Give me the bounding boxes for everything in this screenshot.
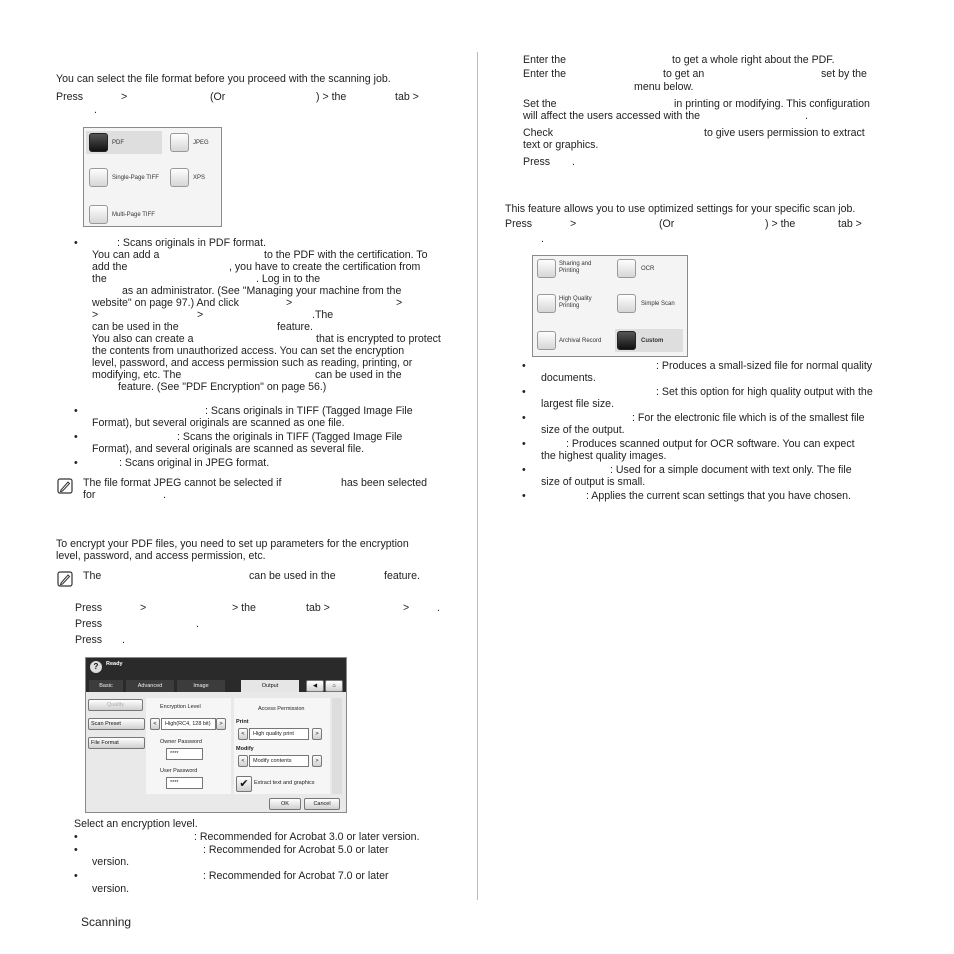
scrollbar[interactable] [332,698,342,794]
tab-advanced[interactable]: Advanced [126,680,174,692]
press-text: tab > [838,218,862,230]
custom-checkbox[interactable] [617,331,636,350]
sharing-label: Sharing and Printing [559,261,592,274]
single-tiff-description: : Scans the originals in TIFF (Tagged Image File [177,431,403,443]
bullet: • [74,844,78,856]
print-prev-arrow[interactable]: < [238,728,248,740]
right-text: to give users permission to extract [704,127,865,139]
simple-scan-checkbox[interactable] [617,294,636,313]
bullet: • [74,405,78,417]
cert-text: > [92,309,99,321]
encrypt-text: feature. (See "PDF Encryption" on page 56.) [118,381,327,393]
bullet: • [74,870,78,882]
right-text: Set the [523,98,557,110]
cert-text: > [197,309,204,321]
cert-text: add the [92,261,128,273]
encrypt-text: You also can create a [92,333,194,345]
encrypt-text: level, password, and access permission such as reading, printing, or [92,357,413,369]
cert-text: > [396,297,403,309]
simple-scan-label: Simple Scan [641,301,675,307]
multi-tiff-description: Format), but several originals are scanned as one file. [92,417,345,429]
tab-output[interactable]: Output [241,680,299,692]
ocr-checkbox[interactable] [617,259,636,278]
preset-description: the highest quality images. [541,450,667,462]
right-text: to get an [663,68,705,80]
tab-basic[interactable]: Basic [89,680,123,692]
bullet: • [522,464,526,476]
modify-value: Modify contents [249,755,309,767]
right-text: will affect the users accessed with the [523,110,701,122]
right-text: Enter the [523,68,566,80]
scan-preset-intro: This feature allows you to use optimized settings for your specific scan job. [505,203,856,215]
tab-image[interactable]: Image [177,680,225,692]
user-password-label: User Password [160,768,198,774]
sharing-checkbox[interactable] [537,259,556,278]
jpeg-label: JPEG [193,140,209,146]
cert-text: , you have to create the certification from [229,261,421,273]
status-text: Ready [106,661,123,667]
right-text: menu below. [634,81,694,93]
hq-checkbox[interactable] [537,294,556,313]
cert-text: feature. [277,321,313,333]
press-text: (Or [659,218,675,230]
cert-text: . Log in to the [256,273,321,285]
modify-prev-arrow[interactable]: < [238,755,248,767]
bullet: • [74,831,78,843]
enc-prev-arrow[interactable]: < [150,718,160,730]
multi-tiff-checkbox[interactable] [89,205,108,224]
press-text: ) > the [765,218,796,230]
single-tiff-label: Single-Page TIFF [112,175,159,181]
press-text: > [570,218,577,230]
access-permission-title: Access Permission [258,706,305,712]
right-text: text or graphics. [523,139,599,151]
modify-label: Modify [236,746,254,752]
scan-preset-screenshot [532,255,688,357]
cert-text: to the PDF with the certification. To [264,249,428,261]
press-text: Press [505,218,533,230]
pdf-label: PDF [112,140,124,146]
press-separator: > [121,91,128,103]
step-text: Press [75,602,103,614]
ok-button[interactable]: OK [269,798,301,810]
extract-checkbox[interactable]: ✔ [236,776,252,792]
pdf-encryption-screenshot [85,657,347,813]
encryption-level-label: Encryption Level [160,704,201,710]
preset-description: : Produces scanned output for OCR software. You can expect [566,438,855,450]
step-text: > the [232,602,256,614]
xps-label: XPS [193,175,206,181]
note-text: The file format JPEG cannot be selected if [83,477,282,489]
right-text: Check [523,127,554,139]
print-value: High quality print [249,728,309,740]
cert-text: You can add a [92,249,160,261]
press-word: Press [56,91,84,103]
right-text: . [572,156,575,168]
file-format-intro: You can select the file format before you proceed with the scanning job. [56,73,391,85]
encrypt-text: can be used in the [315,369,402,381]
level-description: version. [92,883,130,895]
preset-description: : Produces a small-sized file for normal quality [656,360,873,372]
note-text: has been selected [341,477,427,489]
cert-text: website" on page 97.) And click [92,297,239,309]
note-icon [57,571,73,587]
note-text: can be used in the [249,570,336,582]
preset-description: : For the electronic file which is of the smallest file [632,412,865,424]
step-text: Press [75,618,103,630]
note-icon [57,478,73,494]
preset-description: size of the output. [541,424,625,436]
encrypt-intro: To encrypt your PDF files, you need to set up parameters for the encryption [56,538,409,550]
right-text: Press [523,156,551,168]
bullet: • [74,431,78,443]
print-next-arrow[interactable]: > [312,728,322,740]
preset-description: largest file size. [541,398,615,410]
note-text: The [83,570,102,582]
step-text: tab > [306,602,330,614]
owner-password-field[interactable]: **** [166,748,203,760]
modify-next-arrow[interactable]: > [312,755,322,767]
hq-label: High Quality Printing [559,296,592,309]
step-text: . [437,602,440,614]
bullet: • [522,438,526,450]
file-format-button[interactable]: File Format [88,737,145,749]
enc-next-arrow[interactable]: > [216,718,226,730]
step-text: > [140,602,147,614]
archival-checkbox[interactable] [537,331,556,350]
back-icon[interactable]: ◀ [306,680,324,692]
bullet: • [74,237,78,249]
note-text: feature. [384,570,420,582]
quality-button[interactable]: Quality [88,699,143,711]
press-end: . [94,104,97,116]
single-tiff-description: Format), and several originals are scanned as several file. [92,443,365,455]
single-tiff-checkbox[interactable] [89,168,108,187]
cert-text: > [286,297,293,309]
level-description: version. [92,856,130,868]
file-format-screenshot [83,127,222,227]
press-the: ) > the [316,91,347,103]
custom-label: Custom [641,338,664,344]
ocr-label: OCR [641,266,655,272]
user-password-field[interactable]: **** [166,777,203,789]
press-tab: tab > [395,91,419,103]
preset-description: : Used for a simple document with text only. The file [610,464,852,476]
bullet: • [522,412,526,424]
preset-description: : Applies the current scan settings that you have chosen. [586,490,852,502]
step-text: . [196,618,199,630]
extract-label: Extract text and graphics [254,780,315,786]
cert-text: the [92,273,107,285]
bullet: • [522,360,526,372]
right-text: to get a whole right about the PDF. [672,54,835,66]
select-level-text: Select an encryption level. [74,818,198,830]
bullet: • [522,386,526,398]
press-or: (Or [210,91,226,103]
encrypt-text: that is encrypted to protect [316,333,441,345]
right-text: . [805,110,808,122]
encrypt-text: modifying, etc. The [92,369,182,381]
preset-description: documents. [541,372,596,384]
archival-label: Archival Record [559,338,602,344]
cancel-button[interactable]: Cancel [304,798,340,810]
encrypt-text: the contents from unauthorized access. You can set the encryption [92,345,405,357]
right-text: set by the [821,68,867,80]
cert-text: can be used in the [92,321,179,333]
pdf-description: : Scans originals in PDF format. [117,237,266,249]
preset-description: size of output is small. [541,476,646,488]
scan-preset-button[interactable]: Scan Preset [88,718,145,730]
preset-description: : Set this option for high quality output with the [656,386,873,398]
right-text: Enter the [523,54,566,66]
bullet: • [74,457,78,469]
help-icon[interactable]: ? [90,661,102,673]
footer-section-title: Scanning [81,915,132,929]
step-text: . [122,634,125,646]
step-text: > [403,602,410,614]
encryption-level-value: High(RC4, 128 bit) [161,718,216,730]
note-text: for [83,489,96,501]
jpeg-checkbox[interactable] [170,133,189,152]
level-description: : Recommended for Acrobat 5.0 or later [203,844,389,856]
home-icon[interactable]: ⌂ [325,680,343,692]
bullet: • [522,490,526,502]
press-text: . [541,233,544,245]
jpeg-description: : Scans original in JPEG format. [119,457,270,469]
pdf-checkbox[interactable] [89,133,108,152]
cert-text: as an administrator. (See "Managing your machine from the [122,285,402,297]
right-text: in printing or modifying. This configuration [674,98,870,110]
level-description: : Recommended for Acrobat 7.0 or later [203,870,389,882]
step-text: Press [75,634,103,646]
column-divider [477,52,478,900]
level-description: : Recommended for Acrobat 3.0 or later version. [194,831,420,843]
xps-checkbox[interactable] [170,168,189,187]
owner-password-label: Owner Password [160,739,202,745]
encrypt-intro: level, password, and access permission, etc. [56,550,266,562]
note-text: . [163,489,166,501]
cert-text: .The [312,309,334,321]
print-label: Print [236,719,249,725]
multi-tiff-description: : Scans originals in TIFF (Tagged Image File [205,405,413,417]
multi-tiff-label: Multi-Page TIFF [112,212,155,218]
